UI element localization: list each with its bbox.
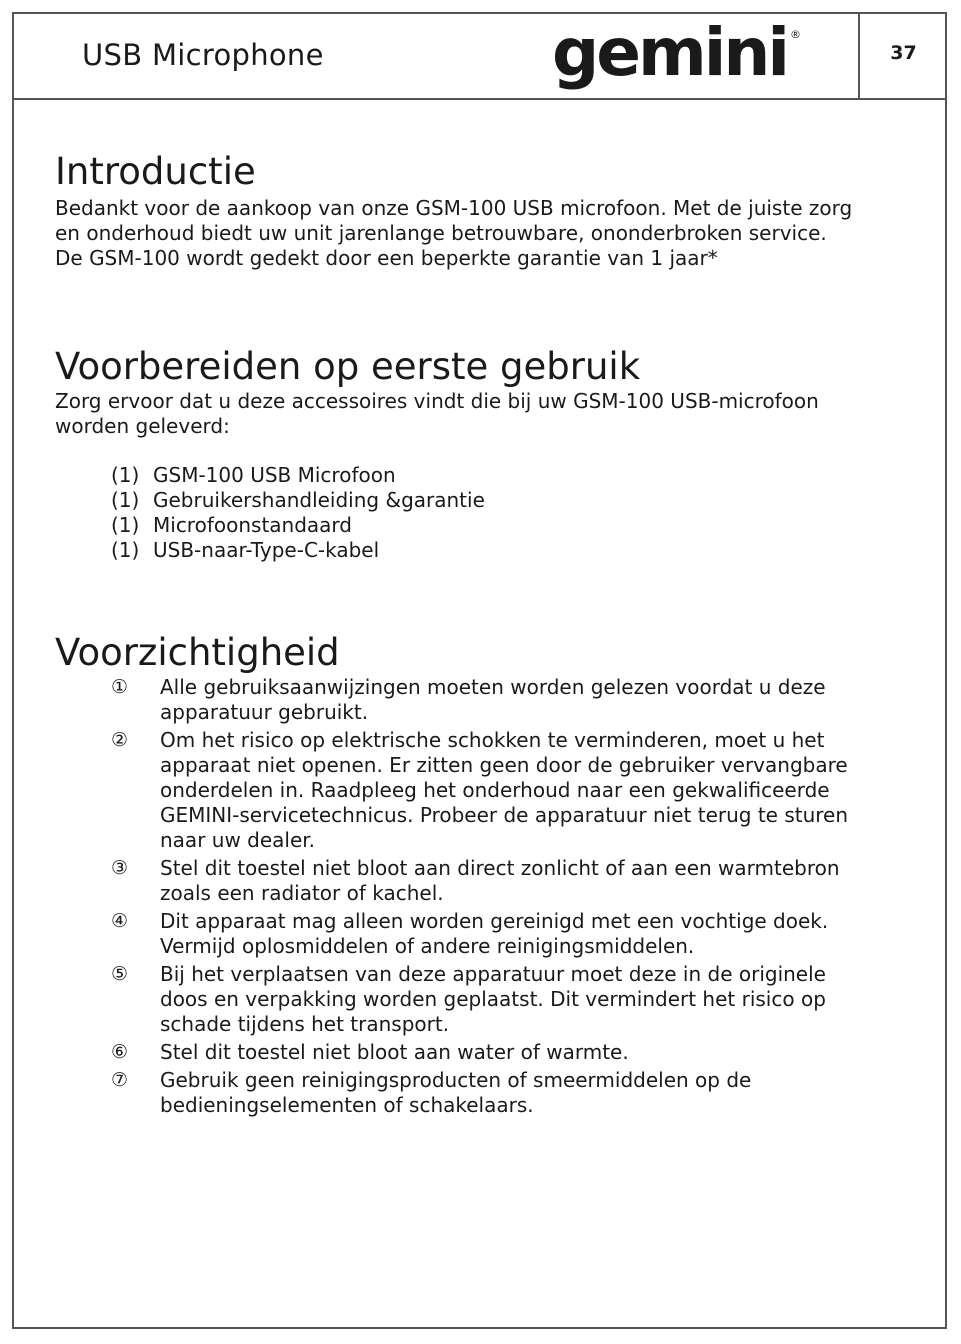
list-item	[111, 909, 855, 959]
section-introduction	[55, 150, 855, 271]
list-item	[111, 463, 855, 488]
brand-name: gemini	[552, 14, 788, 91]
item-number: ④	[111, 910, 129, 932]
page-number: 37	[890, 42, 917, 64]
item-label: GSM-100 USB Microfoon	[153, 463, 396, 487]
item-text: Stel dit toestel niet bloot aan water of warmte.	[160, 1040, 629, 1064]
item-label: Microfoonstandaard	[153, 513, 352, 537]
item-number: ②	[111, 729, 129, 751]
item-text: Stel dit toestel niet bloot aan direct zonlicht of aan een warmtebron zoals een radiator of kachel.	[160, 856, 840, 905]
page-content	[55, 150, 855, 1121]
prep-heading: Voorbereiden op eerste gebruik	[55, 345, 641, 388]
item-quantity: (1)	[111, 488, 140, 512]
item-label: Gebruikershandleiding &garantie	[153, 488, 485, 512]
header-title: USB Microphone	[82, 38, 324, 72]
item-text: Bij het verplaatsen van deze apparatuur moet deze in de originele doos en verpakking worden geplaatst. Dit vermindert het risico op schade tijdens het transport.	[160, 962, 826, 1036]
list-item	[111, 488, 855, 513]
item-number: ⑥	[111, 1041, 129, 1063]
item-text: Alle gebruiksaanwijzingen moeten worden gelezen voordat u deze apparatuur gebruikt.	[160, 675, 826, 724]
accessory-list	[55, 463, 855, 563]
item-number: ⑦	[111, 1069, 129, 1091]
item-text: Om het risico op elektrische schokken te verminderen, moet u het apparaat niet openen. Er zitten geen door de gebruiker vervangbare onderdelen in. Raadpleeg het onderhoud naar een gekwalificeerde GEMINI-servicetechnicus. Probeer de apparatuur niet terug te sturen naar uw dealer.	[160, 728, 849, 852]
list-item	[111, 675, 855, 725]
list-item	[111, 1040, 855, 1065]
list-item	[111, 728, 855, 853]
list-item	[111, 538, 855, 563]
item-text: Dit apparaat mag alleen worden gereinigd met een vochtige doek. Vermijd oplosmiddelen of andere reinigingsmiddelen.	[160, 909, 829, 958]
section-preparation	[55, 345, 855, 563]
item-label: USB-naar-Type-C-kabel	[153, 538, 380, 562]
section-caution	[55, 631, 855, 1118]
prep-text: Zorg ervoor dat u deze accessoires vindt die bij uw GSM-100 USB-microfoon worden geleverd:	[55, 389, 819, 438]
item-number: ⑤	[111, 963, 129, 985]
gemini-logo	[552, 14, 802, 92]
list-item	[111, 1068, 855, 1118]
intro-text: Bedankt voor de aankoop van onze GSM-100 USB microfoon. Met de juiste zorg en onderhoud biedt uw unit jarenlange betrouwbare, ononderbroken service. De GSM-100 wordt gedekt door een beperkte garantie van 1 jaar*	[55, 196, 853, 270]
item-quantity: (1)	[111, 513, 140, 537]
caution-heading: Voorzichtigheid	[55, 631, 340, 674]
intro-heading: Introductie	[55, 150, 256, 193]
item-text: Gebruik geen reinigingsproducten of smeermiddelen op de bedieningselementen of schakelaars.	[160, 1068, 752, 1117]
item-quantity: (1)	[111, 538, 140, 562]
list-item	[111, 962, 855, 1037]
list-item	[111, 856, 855, 906]
item-quantity: (1)	[111, 463, 140, 487]
caution-list	[55, 675, 855, 1118]
list-item	[111, 513, 855, 538]
item-number: ③	[111, 857, 129, 879]
registered-mark: ®	[790, 28, 802, 41]
page-number-box	[858, 12, 947, 98]
item-number: ①	[111, 676, 129, 698]
page-header	[12, 12, 947, 100]
